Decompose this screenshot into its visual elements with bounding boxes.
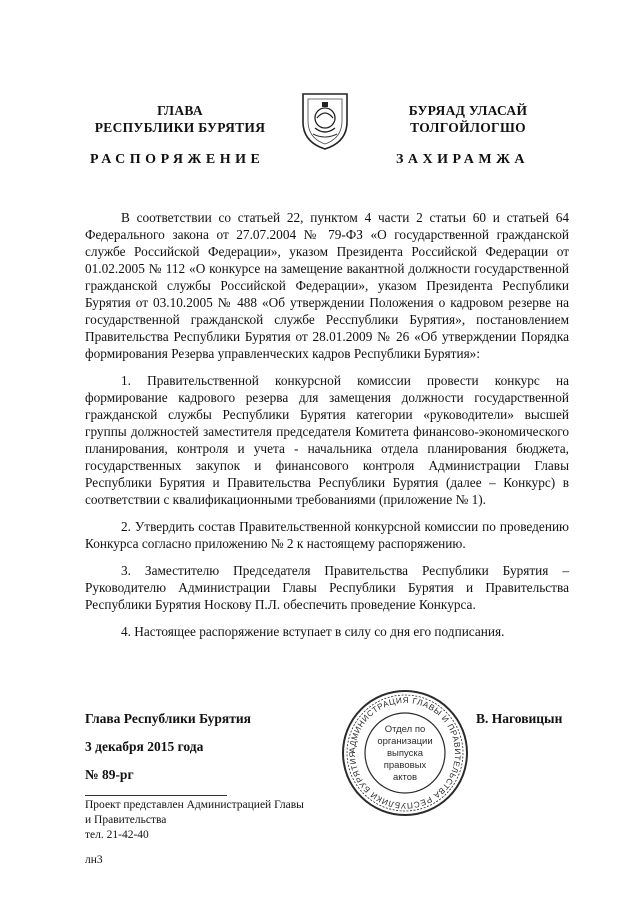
header-right — [368, 102, 568, 136]
doc-type-left: РАСПОРЯЖЕНИЕ — [90, 152, 265, 167]
header-left-line2: РЕСПУБЛИКИ БУРЯТИЯ — [94, 120, 266, 135]
footer-note — [85, 798, 304, 843]
header-right-line2: ТОЛГОЙЛОГШО — [410, 120, 526, 135]
header-left-line1: ГЛАВА — [157, 103, 203, 118]
item-1-paragraph: 1. Правительственной конкурсной комиссии провести конкурс на формирование кадрового резерва для замещения должности государственной гражданской службы Республики Бурятия категории «руководители» высшей группы должностей заместителя председателя Комитета финансово-экономического планирования, контроля и учета - начальника отдела планирования бюджета, государственных закупок и финансового контроля Администрации Главы Республики Бурятия и Правительства Республики Бурятия (далее – Конкурс) в соответствии с квалификационными требованиями (приложение № 1). — [85, 373, 569, 507]
stamp-ring-text: АДМИНИСТРАЦИЯ ГЛАВЫ И ПРАВИТЕЛЬСТВА РЕСПУБЛИКИ БУРЯТИЯ — [347, 695, 463, 811]
document-date: 3 декабря 2015 года — [85, 739, 204, 754]
footer-line-2: и Правительства — [85, 814, 167, 826]
footer-divider — [85, 795, 227, 796]
footer-phone: тел. 21-42-40 — [85, 829, 149, 841]
footer-code: лн3 — [85, 854, 103, 866]
signature-name: В. Наговицын — [476, 711, 563, 726]
header-left — [80, 102, 280, 136]
document-body — [85, 209, 569, 650]
footer-line-1: Проект представлен Администрацией Главы — [85, 799, 304, 811]
official-stamp — [338, 686, 472, 820]
stamp-center-line-1: Отдел по — [384, 724, 426, 735]
stamp-center-line-5: актов — [392, 772, 418, 783]
doc-type-right: ЗАХИРАМЖА — [396, 152, 530, 167]
stamp-center-line-3: выпуска — [386, 748, 424, 759]
coat-of-arms-emblem — [297, 88, 353, 152]
document-number: № 89-рг — [85, 767, 134, 782]
item-2-paragraph: 2. Утвердить состав Правительственной конкурсной комиссии по проведению Конкурса согласно приложению № 2 к настоящему распоряжению. — [85, 519, 569, 551]
header-right-line1: БУРЯАД УЛАСАЙ — [408, 103, 528, 118]
item-4-paragraph: 4. Настоящее распоряжение вступает в силу со дня его подписания. — [121, 624, 505, 639]
preamble-paragraph: В соответствии со статьей 22, пунктом 4 части 2 статьи 60 и статьей 64 Федерального закона от 27.07.2004 № 79-ФЗ «О государственной гражданской службе Российской Федерации», указом Президента Российской Федерации от 01.02.2005 № 112 «О конкурсе на замещение вакантной должности государственной гражданской службы Российской Федерации», указом Президента Республики Бурятия от 03.10.2005 № 488 «Об утверждении Положения о кадровом резерве на государственной гражданской службе Ресспублики Бурятия», постановлением Правительства Республики Бурятия от 28.01.2009 № 26 «Об утверждении Порядка формирования Резерва управленческих кадров Республики Бурятия»: — [85, 210, 569, 361]
item-3-paragraph: 3. Заместителю Председателя Правительства Республики Бурятия – Руководителю Администрации Главы Республики Бурятия и Правительства Республики Бурятия Носкову П.Л. обеспечить проведение Конкурса. — [85, 563, 569, 612]
stamp-center-line-2: организации — [377, 736, 433, 747]
signature-position: Глава Республики Бурятия — [85, 711, 251, 726]
stamp-center-line-4: правовых — [383, 760, 427, 771]
